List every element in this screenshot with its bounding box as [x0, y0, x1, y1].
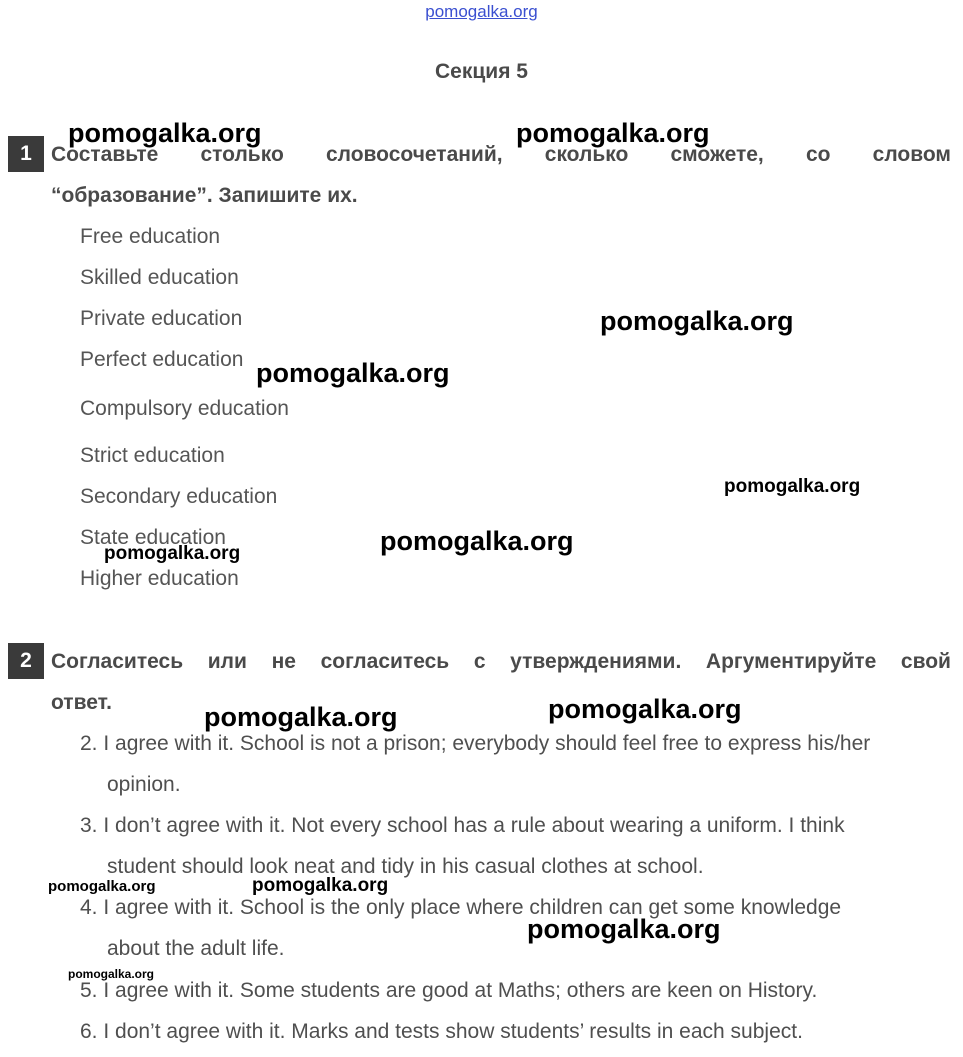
prompt-word: с — [473, 650, 486, 673]
prompt-word: согласитесь — [320, 650, 450, 673]
watermark-text: pomogalka.org — [527, 914, 721, 944]
watermark-text: pomogalka.org — [204, 702, 398, 732]
list-item: Perfect education — [80, 348, 244, 371]
list-item: Higher education — [80, 567, 239, 590]
answer-line: 6. I don’t agree with it. Marks and tests show students’ results in each subject. — [80, 1020, 803, 1043]
watermark-text: pomogalka.org — [252, 875, 389, 896]
answer-line: 2. I agree with it. School is not a prison; everybody should feel free to express his/her — [80, 732, 871, 755]
prompt-word: столько — [200, 143, 284, 166]
prompt-word: Составьте — [51, 143, 159, 166]
watermark-text: pomogalka.org — [256, 358, 450, 388]
list-item: Private education — [80, 307, 243, 330]
prompt-word: словом — [872, 143, 951, 166]
task2-prompt-line2: ответ. — [51, 691, 112, 714]
list-item: Compulsory education — [80, 397, 289, 420]
task-number-1: 1 — [8, 136, 44, 172]
watermark-text: pomogalka.org — [516, 118, 710, 148]
watermark-text: pomogalka.org — [600, 306, 794, 336]
watermark-text: pomogalka.org — [68, 118, 262, 148]
prompt-word: словосочетаний, — [325, 143, 503, 166]
prompt-word: утверждениями. — [510, 650, 682, 673]
task2-prompt-line1 — [51, 650, 951, 674]
watermark-text: pomogalka.org — [104, 543, 241, 564]
list-item: Skilled education — [80, 266, 239, 289]
watermark-text: pomogalka.org — [380, 526, 574, 556]
list-item: State education — [80, 526, 226, 549]
list-item: Secondary education — [80, 485, 278, 508]
task-number-2: 2 — [8, 643, 44, 679]
prompt-word: не — [271, 650, 296, 673]
prompt-word: сможете, — [670, 143, 764, 166]
answer-line: 3. I don’t agree with it. Not every school has a rule about wearing a uniform. I think — [80, 814, 845, 837]
answer-line: 4. I agree with it. School is the only place where children can get some knowledge — [80, 896, 842, 919]
answer-continuation: opinion. — [107, 773, 181, 796]
prompt-word: Аргументируйте — [705, 650, 877, 673]
answer-continuation: student should look neat and tidy in his casual clothes at school. — [107, 855, 704, 878]
answer-line: 5. I agree with it. Some students are good at Maths; others are keen on History. — [80, 979, 818, 1002]
prompt-word: со — [805, 143, 831, 166]
task1-prompt-line2: “образование”. Запишите их. — [51, 184, 358, 207]
watermark-text: pomogalka.org — [48, 878, 156, 895]
watermark-text: pomogalka.org — [548, 694, 742, 724]
list-item: Strict education — [80, 444, 225, 467]
answer-continuation: about the adult life. — [107, 937, 285, 960]
prompt-word: свой — [900, 650, 951, 673]
watermark-text: pomogalka.org — [68, 967, 155, 981]
list-item: Free education — [80, 225, 221, 248]
prompt-word: Согласитесь — [51, 650, 184, 673]
prompt-word: или — [207, 650, 247, 673]
prompt-word: сколько — [544, 143, 629, 166]
section-title: Секция 5 — [435, 60, 528, 83]
watermark-text: pomogalka.org — [724, 476, 861, 497]
site-link[interactable]: pomogalka.org — [425, 2, 538, 21]
